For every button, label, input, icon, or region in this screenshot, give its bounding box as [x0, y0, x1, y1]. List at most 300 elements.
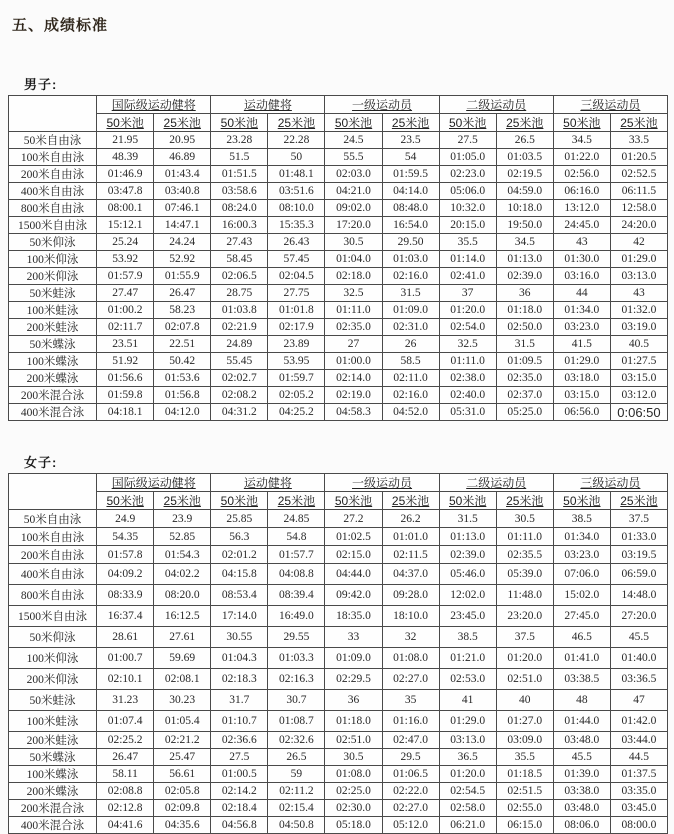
event-cell: 200米混合泳 — [9, 800, 97, 817]
value-cell: 03:18.0 — [553, 370, 610, 387]
value-cell: 26.5 — [496, 132, 553, 149]
value-cell: 02:21.9 — [211, 319, 268, 336]
value-cell: 27.47 — [97, 285, 154, 302]
value-cell: 51.5 — [211, 149, 268, 166]
value-cell: 01:00.2 — [97, 302, 154, 319]
event-cell: 100米蝶泳 — [9, 766, 97, 783]
value-cell: 32.5 — [439, 336, 496, 353]
value-cell: 28.61 — [97, 627, 154, 648]
value-cell: 01:18.0 — [496, 302, 553, 319]
table-row — [9, 234, 668, 251]
value-cell: 31.5 — [439, 510, 496, 528]
value-cell: 30.5 — [325, 749, 382, 766]
value-cell: 01:57.8 — [97, 546, 154, 564]
value-cell: 46.89 — [154, 149, 211, 166]
value-cell: 03:47.8 — [97, 183, 154, 200]
value-cell: 01:48.1 — [268, 166, 325, 183]
pool-header-label: 50米池 — [448, 116, 487, 130]
value-cell: 06:11.5 — [610, 183, 667, 200]
value-cell: 58.11 — [97, 766, 154, 783]
value-cell: 30.5 — [325, 234, 382, 251]
level-header — [97, 474, 211, 492]
value-cell: 03:16.0 — [553, 268, 610, 285]
value-cell: 04:21.0 — [325, 183, 382, 200]
value-cell: 03:19.5 — [610, 546, 667, 564]
level-header-label: 三级运动员 — [580, 98, 641, 112]
value-cell: 40 — [496, 690, 553, 711]
pool-header-label: 25米池 — [506, 494, 544, 508]
value-cell: 01:00.0 — [325, 353, 382, 370]
event-cell: 800米自由泳 — [9, 585, 97, 606]
value-cell: 08:06.0 — [553, 817, 610, 834]
value-cell: 35.5 — [439, 234, 496, 251]
value-cell: 02:31.0 — [382, 319, 439, 336]
value-cell: 02:16.3 — [268, 669, 325, 690]
value-cell: 01:02.5 — [325, 528, 382, 546]
value-cell: 01:56.6 — [97, 370, 154, 387]
value-cell: 01:05.4 — [154, 711, 211, 732]
level-header — [325, 474, 439, 492]
value-cell: 05:12.0 — [382, 817, 439, 834]
value-cell: 16:00.3 — [211, 217, 268, 234]
value-cell: 15:35.3 — [268, 217, 325, 234]
value-cell: 01:09.0 — [382, 302, 439, 319]
value-cell: 03:35.0 — [610, 783, 667, 800]
pool-header — [97, 114, 154, 132]
value-cell: 03:19.0 — [610, 319, 667, 336]
value-cell: 02:54.5 — [439, 783, 496, 800]
pool-header-label: 25米池 — [620, 116, 658, 130]
event-cell: 800米自由泳 — [9, 200, 97, 217]
value-cell: 01:39.0 — [553, 766, 610, 783]
men-section-label: 男子: — [24, 77, 58, 92]
table-row — [9, 370, 668, 387]
value-cell: 01:42.0 — [610, 711, 667, 732]
value-cell: 03:09.0 — [496, 732, 553, 749]
value-cell: 02:04.5 — [268, 268, 325, 285]
value-cell: 02:17.9 — [268, 319, 325, 336]
value-cell: 01:27.5 — [610, 353, 667, 370]
value-cell: 01:21.0 — [439, 648, 496, 669]
value-cell: 0:06:50 — [610, 404, 667, 421]
value-cell: 03:15.0 — [553, 387, 610, 404]
table-row — [9, 183, 668, 200]
level-header — [553, 474, 667, 492]
value-cell: 34.5 — [553, 132, 610, 149]
event-cell: 50米蝶泳 — [9, 749, 97, 766]
pool-header — [268, 492, 325, 510]
value-cell: 22.51 — [154, 336, 211, 353]
level-header-label: 二级运动员 — [466, 476, 527, 490]
level-header — [439, 474, 553, 492]
value-cell: 27.2 — [325, 510, 382, 528]
value-cell: 01:04.3 — [211, 648, 268, 669]
value-cell: 04:44.0 — [325, 564, 382, 585]
value-cell: 18:35.0 — [325, 606, 382, 627]
value-cell: 02:30.0 — [325, 800, 382, 817]
pool-header — [154, 114, 211, 132]
table-row — [9, 251, 668, 268]
value-cell: 56.3 — [211, 528, 268, 546]
level-header — [325, 96, 439, 114]
value-cell: 24:20.0 — [610, 217, 667, 234]
value-cell: 08:20.0 — [154, 585, 211, 606]
pool-header-label: 50米池 — [563, 116, 601, 130]
pool-header-label: 25米池 — [277, 116, 316, 130]
value-cell: 51.92 — [97, 353, 154, 370]
value-cell: 01:20.5 — [610, 149, 667, 166]
value-cell: 12:02.0 — [439, 585, 496, 606]
value-cell: 01:53.6 — [154, 370, 211, 387]
value-cell: 50 — [268, 149, 325, 166]
event-cell: 400米自由泳 — [9, 564, 97, 585]
value-cell: 02:21.2 — [154, 732, 211, 749]
value-cell: 06:56.0 — [553, 404, 610, 421]
event-cell: 200米蛙泳 — [9, 732, 97, 749]
value-cell: 04:12.0 — [154, 404, 211, 421]
value-cell: 01:00.7 — [97, 648, 154, 669]
pool-header-row — [9, 492, 668, 510]
value-cell: 26.43 — [268, 234, 325, 251]
value-cell: 02:03.0 — [325, 166, 382, 183]
value-cell: 02:16.0 — [382, 268, 439, 285]
value-cell: 23:45.0 — [439, 606, 496, 627]
value-cell: 01:14.0 — [439, 251, 496, 268]
value-cell: 04:31.2 — [211, 404, 268, 421]
pool-header — [211, 492, 268, 510]
value-cell: 24.85 — [268, 510, 325, 528]
pool-header — [553, 114, 610, 132]
value-cell: 01:20.0 — [439, 302, 496, 319]
pool-header — [97, 492, 154, 510]
pool-header — [610, 114, 667, 132]
value-cell: 54.35 — [97, 528, 154, 546]
value-cell: 04:25.2 — [268, 404, 325, 421]
value-cell: 52.92 — [154, 251, 211, 268]
table-row — [9, 404, 668, 421]
value-cell: 02:58.0 — [439, 800, 496, 817]
value-cell: 02:11.0 — [382, 370, 439, 387]
level-header-label: 国际级运动健将 — [111, 476, 196, 490]
value-cell: 10:18.0 — [496, 200, 553, 217]
pool-header-label: 25米池 — [277, 494, 316, 508]
value-cell: 48.39 — [97, 149, 154, 166]
value-cell: 03:58.6 — [211, 183, 268, 200]
value-cell: 15:02.0 — [553, 585, 610, 606]
event-cell: 200米蝶泳 — [9, 370, 97, 387]
page-title: 五、成绩标准 — [12, 17, 109, 34]
value-cell: 01:29.0 — [553, 353, 610, 370]
value-cell: 27.5 — [211, 749, 268, 766]
table-row — [9, 528, 668, 546]
value-cell: 02:15.0 — [325, 546, 382, 564]
value-cell: 01:20.0 — [439, 766, 496, 783]
value-cell: 01:18.0 — [325, 711, 382, 732]
value-cell: 24:45.0 — [553, 217, 610, 234]
value-cell: 01:16.0 — [382, 711, 439, 732]
value-cell: 27:45.0 — [553, 606, 610, 627]
event-cell: 50米蛙泳 — [9, 285, 97, 302]
value-cell: 36.5 — [439, 749, 496, 766]
value-cell: 30.55 — [211, 627, 268, 648]
value-cell: 03:38.0 — [553, 783, 610, 800]
value-cell: 13:12.0 — [553, 200, 610, 217]
value-cell: 02:18.4 — [211, 800, 268, 817]
value-cell: 01:30.0 — [553, 251, 610, 268]
value-cell: 01:41.0 — [553, 648, 610, 669]
value-cell: 08:48.0 — [382, 200, 439, 217]
value-cell: 23:20.0 — [496, 606, 553, 627]
value-cell: 02:19.0 — [325, 387, 382, 404]
value-cell: 31.7 — [211, 690, 268, 711]
table-row — [9, 268, 668, 285]
table-row — [9, 690, 668, 711]
value-cell: 58.45 — [211, 251, 268, 268]
value-cell: 08:39.4 — [268, 585, 325, 606]
value-cell: 01:13.0 — [496, 251, 553, 268]
value-cell: 02:08.8 — [97, 783, 154, 800]
value-cell: 02:37.0 — [496, 387, 553, 404]
value-cell: 44.5 — [610, 749, 667, 766]
value-cell: 02:29.5 — [325, 669, 382, 690]
event-cell: 50米自由泳 — [9, 510, 97, 528]
value-cell: 27.5 — [439, 132, 496, 149]
value-cell: 48 — [553, 690, 610, 711]
value-cell: 14:48.0 — [610, 585, 667, 606]
value-cell: 58.23 — [154, 302, 211, 319]
value-cell: 27.61 — [154, 627, 211, 648]
value-cell: 02:51.5 — [496, 783, 553, 800]
value-cell: 04:41.6 — [97, 817, 154, 834]
value-cell: 09:42.0 — [325, 585, 382, 606]
value-cell: 35 — [382, 690, 439, 711]
value-cell: 03:13.0 — [439, 732, 496, 749]
table-row — [9, 149, 668, 166]
value-cell: 01:43.4 — [154, 166, 211, 183]
event-cell: 1500米自由泳 — [9, 217, 97, 234]
value-cell: 02:05.2 — [268, 387, 325, 404]
value-cell: 01:27.0 — [496, 711, 553, 732]
value-cell: 08:00.1 — [97, 200, 154, 217]
level-header-label: 三级运动员 — [580, 476, 641, 490]
value-cell: 04:35.6 — [154, 817, 211, 834]
value-cell: 02:51.0 — [325, 732, 382, 749]
value-cell: 57.45 — [268, 251, 325, 268]
value-cell: 02:55.0 — [496, 800, 553, 817]
value-cell: 03:48.0 — [553, 732, 610, 749]
value-cell: 02:01.2 — [211, 546, 268, 564]
value-cell: 53.95 — [268, 353, 325, 370]
value-cell: 01:10.7 — [211, 711, 268, 732]
event-cell: 200米蛙泳 — [9, 319, 97, 336]
pool-header-label: 25米池 — [391, 116, 430, 130]
value-cell: 06:16.0 — [553, 183, 610, 200]
value-cell: 02:05.8 — [154, 783, 211, 800]
value-cell: 01:57.7 — [268, 546, 325, 564]
value-cell: 01:03.5 — [496, 149, 553, 166]
value-cell: 02:10.1 — [97, 669, 154, 690]
value-cell: 03:13.0 — [610, 268, 667, 285]
value-cell: 03:23.0 — [553, 319, 610, 336]
pool-header — [496, 492, 553, 510]
table-row — [9, 648, 668, 669]
pool-header — [553, 492, 610, 510]
value-cell: 01:08.7 — [268, 711, 325, 732]
value-cell: 01:29.0 — [610, 251, 667, 268]
pool-header — [439, 114, 496, 132]
value-cell: 25.24 — [97, 234, 154, 251]
value-cell: 22.28 — [268, 132, 325, 149]
value-cell: 02:06.5 — [211, 268, 268, 285]
value-cell: 59.69 — [154, 648, 211, 669]
level-header-label: 国际级运动健将 — [111, 98, 196, 112]
value-cell: 01:05.0 — [439, 149, 496, 166]
value-cell: 04:18.1 — [97, 404, 154, 421]
value-cell: 23.28 — [211, 132, 268, 149]
table-row — [9, 627, 668, 648]
value-cell: 29.50 — [382, 234, 439, 251]
value-cell: 08:00.0 — [610, 817, 667, 834]
table-row — [9, 387, 668, 404]
value-cell: 26.47 — [154, 285, 211, 302]
event-cell: 100米蛙泳 — [9, 711, 97, 732]
table-row — [9, 783, 668, 800]
value-cell: 12:58.0 — [610, 200, 667, 217]
value-cell: 02:18.3 — [211, 669, 268, 690]
value-cell: 01:56.8 — [154, 387, 211, 404]
value-cell: 01:03.3 — [268, 648, 325, 669]
value-cell: 01:59.5 — [382, 166, 439, 183]
value-cell: 01:13.0 — [439, 528, 496, 546]
value-cell: 03:15.0 — [610, 370, 667, 387]
value-cell: 01:37.5 — [610, 766, 667, 783]
value-cell: 23.5 — [382, 132, 439, 149]
value-cell: 33 — [325, 627, 382, 648]
value-cell: 24.5 — [325, 132, 382, 149]
value-cell: 01:03.0 — [382, 251, 439, 268]
pool-header-label: 25米池 — [391, 494, 430, 508]
table-row — [9, 166, 668, 183]
value-cell: 03:51.6 — [268, 183, 325, 200]
value-cell: 29.55 — [268, 627, 325, 648]
value-cell: 16:49.0 — [268, 606, 325, 627]
value-cell: 38.5 — [553, 510, 610, 528]
table-row — [9, 800, 668, 817]
pool-header — [211, 114, 268, 132]
value-cell: 01:32.0 — [610, 302, 667, 319]
value-cell: 01:44.0 — [553, 711, 610, 732]
event-cell: 100米蝶泳 — [9, 353, 97, 370]
value-cell: 03:45.0 — [610, 800, 667, 817]
event-cell: 200米混合泳 — [9, 387, 97, 404]
value-cell: 03:23.0 — [553, 546, 610, 564]
event-cell: 50米仰泳 — [9, 627, 97, 648]
value-cell: 37.5 — [610, 510, 667, 528]
value-cell: 01:01.0 — [382, 528, 439, 546]
level-header-label: 二级运动员 — [466, 98, 527, 112]
pool-header-label: 50米池 — [106, 116, 144, 130]
value-cell: 01:20.0 — [496, 648, 553, 669]
value-cell: 02:12.8 — [97, 800, 154, 817]
value-cell: 53.92 — [97, 251, 154, 268]
event-cell: 400米混合泳 — [9, 404, 97, 421]
level-header-label: 一级运动员 — [352, 98, 413, 112]
value-cell: 02:56.0 — [553, 166, 610, 183]
pool-header — [325, 492, 382, 510]
event-cell: 50米自由泳 — [9, 132, 97, 149]
value-cell: 26 — [382, 336, 439, 353]
value-cell: 20:15.0 — [439, 217, 496, 234]
table-row — [9, 766, 668, 783]
value-cell: 02:11.5 — [382, 546, 439, 564]
level-header — [211, 474, 325, 492]
value-cell: 02:27.0 — [382, 800, 439, 817]
value-cell: 16:37.4 — [97, 606, 154, 627]
value-cell: 27.43 — [211, 234, 268, 251]
table-row — [9, 510, 668, 528]
value-cell: 02:32.6 — [268, 732, 325, 749]
value-cell: 11:48.0 — [496, 585, 553, 606]
value-cell: 25.85 — [211, 510, 268, 528]
value-cell: 52.85 — [154, 528, 211, 546]
value-cell: 02:02.7 — [211, 370, 268, 387]
value-cell: 01:34.0 — [553, 302, 610, 319]
value-cell: 17:14.0 — [211, 606, 268, 627]
value-cell: 09:28.0 — [382, 585, 439, 606]
value-cell: 04:50.8 — [268, 817, 325, 834]
pool-header-row — [9, 114, 668, 132]
value-cell: 21.95 — [97, 132, 154, 149]
table-row — [9, 564, 668, 585]
event-cell: 200米自由泳 — [9, 546, 97, 564]
corner-cell — [9, 474, 97, 510]
event-cell: 50米蛙泳 — [9, 690, 97, 711]
value-cell: 02:14.0 — [325, 370, 382, 387]
table-row — [9, 200, 668, 217]
value-cell: 05:06.0 — [439, 183, 496, 200]
value-cell: 01:29.0 — [439, 711, 496, 732]
women-section-label: 女子: — [24, 455, 58, 470]
value-cell: 01:04.0 — [325, 251, 382, 268]
table-row — [9, 606, 668, 627]
value-cell: 03:40.8 — [154, 183, 211, 200]
value-cell: 45.5 — [610, 627, 667, 648]
value-cell: 01:34.0 — [553, 528, 610, 546]
value-cell: 01:40.0 — [610, 648, 667, 669]
value-cell: 25.47 — [154, 749, 211, 766]
value-cell: 27:20.0 — [610, 606, 667, 627]
value-cell: 03:36.5 — [610, 669, 667, 690]
value-cell: 55.45 — [211, 353, 268, 370]
value-cell: 03:44.0 — [610, 732, 667, 749]
table-row — [9, 749, 668, 766]
level-header-label: 运动健将 — [243, 98, 292, 112]
value-cell: 30.5 — [496, 510, 553, 528]
pool-header-label: 50米池 — [220, 494, 258, 508]
value-cell: 10:32.0 — [439, 200, 496, 217]
value-cell: 29.5 — [382, 749, 439, 766]
value-cell: 02:40.0 — [439, 387, 496, 404]
value-cell: 27.75 — [268, 285, 325, 302]
value-cell: 33.5 — [610, 132, 667, 149]
table-row — [9, 732, 668, 749]
value-cell: 24.24 — [154, 234, 211, 251]
pool-header-label: 25米池 — [163, 494, 201, 508]
value-cell: 47 — [610, 690, 667, 711]
table-row — [9, 319, 668, 336]
value-cell: 08:53.4 — [211, 585, 268, 606]
value-cell: 06:59.0 — [610, 564, 667, 585]
